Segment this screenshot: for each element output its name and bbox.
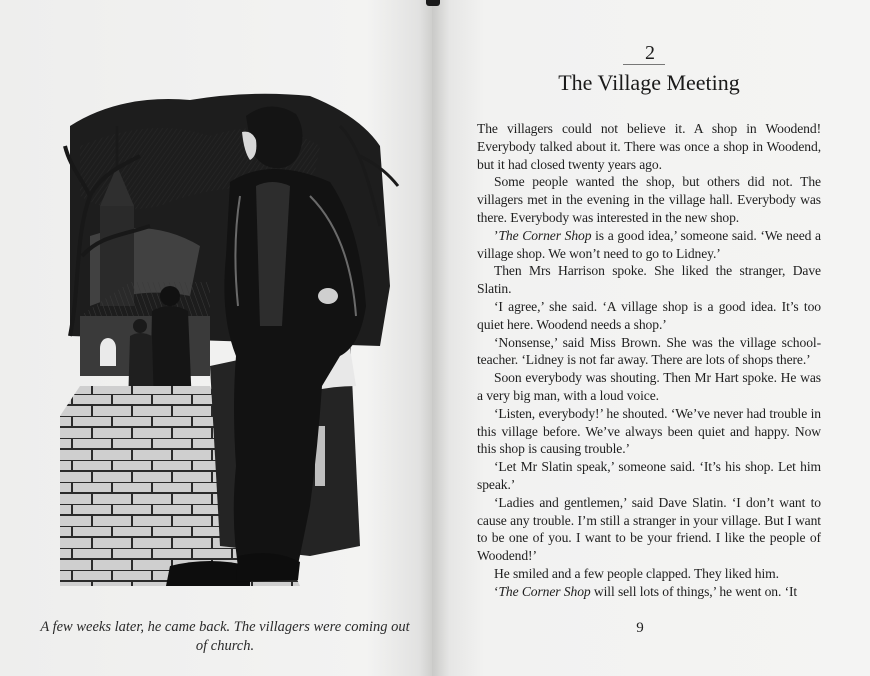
paragraph: ’The Corner Shop is a good idea,’ someone said. ‘We need a village shop. We won’t need to go to Lidney.’ bbox=[477, 227, 821, 261]
illustration-caption: A few weeks later, he came back. The villagers were coming out of church. bbox=[40, 619, 410, 654]
illustration-drawing bbox=[60, 86, 402, 596]
paragraph: Some people wanted the shop, but others did not. The villagers met in the evening in the village hall. Everybody was there. Everybody was interested in the new shop. bbox=[477, 174, 821, 225]
paragraph: Then Mrs Harrison spoke. She liked the stranger, Dave Slatin. bbox=[477, 263, 821, 297]
page-number: 9 bbox=[636, 620, 644, 636]
paragraph: Soon everybody was shouting. Then Mr Hart spoke. He was a very big man, with a loud voice. bbox=[477, 370, 821, 403]
chapter-number: 2 bbox=[645, 42, 655, 64]
chapter-number-underline bbox=[623, 64, 665, 65]
paragraph: ‘Listen, everybody!’ he shouted. ‘We’ve never had trouble in this village before. We’ve always been quiet and happy. Now this shop is causing trouble.’ bbox=[477, 405, 821, 457]
book-title-emphasis: The Corner Shop bbox=[498, 583, 591, 599]
paragraph: He smiled and a few people clapped. They liked him. bbox=[494, 565, 779, 581]
chapter-title: The Village Meeting bbox=[558, 70, 740, 95]
chapter-body-text bbox=[477, 120, 821, 601]
paragraph: ‘I agree,’ she said. ‘A village shop is a good idea. It’s too quiet here. Woodend needs a shop.’ bbox=[477, 298, 821, 332]
paragraph: ‘The Corner Shop will sell lots of things,’ he went on. ‘It bbox=[494, 583, 798, 599]
binding-mark bbox=[426, 0, 440, 6]
paragraph: ‘Nonsense,’ said Miss Brown. She was the village school-teacher. ‘Lidney is not far away. There are lots of shops there.’ bbox=[477, 334, 821, 368]
paragraph: The villagers could not believe it. A shop in Woodend! Everybody talked about it. There was once a shop in Woodend, but it had closed twenty years ago. bbox=[477, 121, 821, 172]
woodcut-illustration-icon bbox=[60, 86, 402, 596]
left-page bbox=[0, 0, 432, 676]
paragraph: ‘Let Mr Slatin speak,’ someone said. ‘It’s his shop. Let him speak.’ bbox=[477, 459, 821, 492]
paragraph: ‘Ladies and gentlemen,’ said Dave Slatin. ‘I don’t want to cause any trouble. I’m still a stranger in your village. But I want to be one of you. I want to be your friend. I like the people of Woodend!’ bbox=[477, 494, 821, 564]
book-title-emphasis: The Corner Shop bbox=[498, 227, 592, 243]
